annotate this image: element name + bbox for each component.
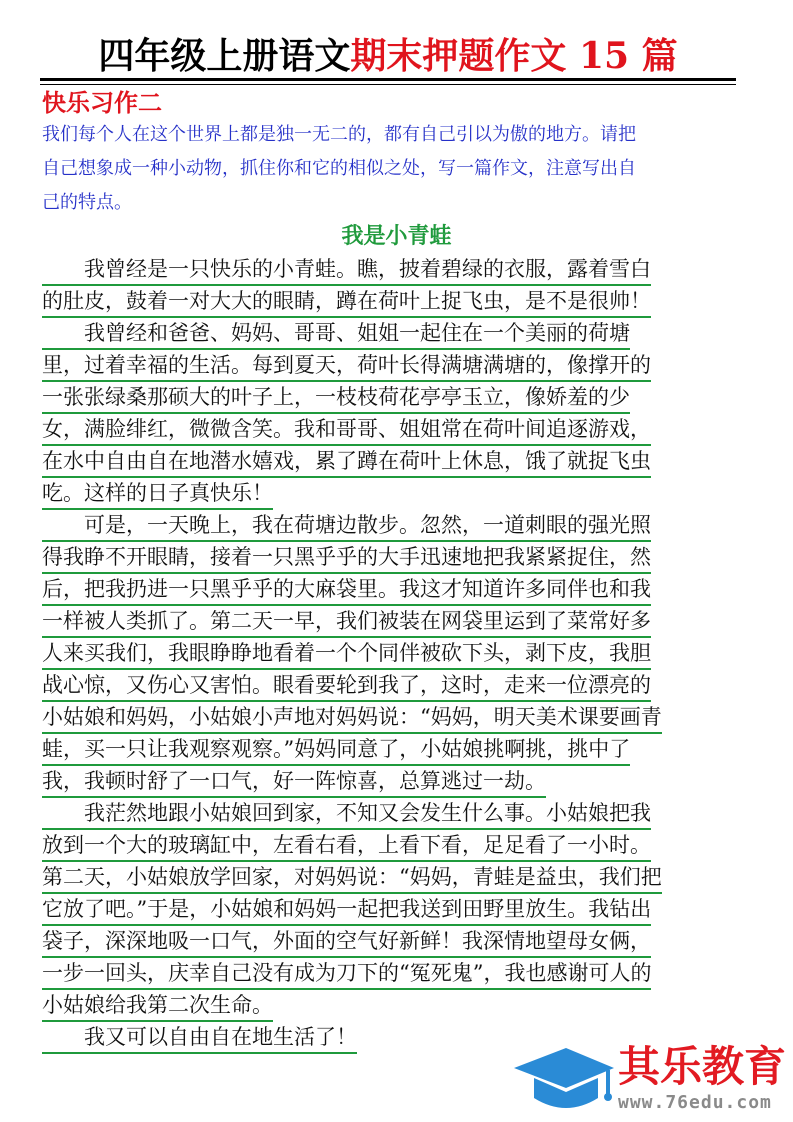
essay-line: 小姑娘给我第二次生命。	[42, 990, 273, 1022]
essay-line: 我茫然地跟小姑娘回到家，不知又会发生什么事。小姑娘把我	[42, 798, 651, 830]
essay-line: 后，把我扔进一只黑乎乎的大麻袋里。我这才知道许多同伴也和我	[42, 574, 651, 606]
header-title-black: 四年级上册语文	[98, 35, 351, 77]
essay-line: 得我睁不开眼睛，接着一只黑乎乎的大手迅速地把我紧紧捉住，然	[42, 542, 651, 574]
prompt-line: 自己想象成一种小动物，抓住你和它的相似之处，写一篇作文，注意写出自	[42, 158, 636, 179]
essay-line: 一样被人类抓了。第二天一早，我们被装在网袋里运到了菜常好多	[42, 606, 651, 638]
essay-line: 一步一回头，庆幸自己没有成为刀下的“冤死鬼”，我也感谢可人的	[42, 958, 651, 990]
essay-line: 可是，一天晚上，我在荷塘边散步。忽然，一道刺眼的强光照	[42, 510, 651, 542]
essay-line: 我曾经是一只快乐的小青蛙。瞧，披着碧绿的衣服，露着雪白	[42, 254, 651, 286]
essay-line: 放到一个大的玻璃缸中，左看右看，上看下看，足足看了一小时。	[42, 830, 651, 862]
essay-line: 蛙，买一只让我观察观察。”妈妈同意了，小姑娘挑啊挑，挑中了	[42, 734, 630, 766]
essay-line: 人来买我们，我眼睁睁地看着一个个同伴被砍下头，剥下皮，我胆	[42, 638, 651, 670]
essay-line: 我又可以自由自在地生活了！	[42, 1022, 357, 1054]
essay-line: 战心惊，又伤心又害怕。眼看要轮到我了，这时，走来一位漂亮的	[42, 670, 651, 702]
page-header	[40, 34, 736, 78]
watermark-logo	[510, 1042, 788, 1114]
prompt-line: 我们每个人在这个世界上都是独一无二的，都有自己引以为傲的地方。请把	[42, 124, 636, 145]
essay-line: 它放了吧。”于是，小姑娘和妈妈一起把我送到田野里放生。我钻出	[42, 894, 651, 926]
section-title: 快乐习作二	[42, 88, 162, 117]
essay-line: 一张张绿桑那硕大的叶子上，一枝枝荷花亭亭玉立，像娇羞的少	[42, 382, 630, 414]
essay-line: 吃。这样的日子真快乐！	[42, 478, 273, 510]
header-rule-thin	[40, 84, 736, 85]
watermark-url: www.76edu.com	[618, 1092, 772, 1113]
essay-line: 我曾经和爸爸、妈妈、哥哥、姐姐一起住在一个美丽的荷塘	[42, 318, 630, 350]
header-title-red: 期末押题作文 15 篇	[350, 35, 678, 77]
essay-title: 我是小青蛙	[341, 223, 452, 249]
essay-line: 的肚皮，鼓着一对大大的眼睛，蹲在荷叶上捉飞虫，是不是很帅！	[42, 286, 651, 318]
watermark-name: 其乐教育	[618, 1042, 787, 1091]
graduation-cap-icon	[510, 1042, 614, 1114]
essay-line: 女，满脸绯红，微微含笑。我和哥哥、姐姐常在荷叶间追逐游戏，	[42, 414, 651, 446]
essay-line: 袋子，深深地吸一口气，外面的空气好新鲜！我深情地望母女俩，	[42, 926, 651, 958]
essay-line: 我，我顿时舒了一口气，好一阵惊喜，总算逃过一劫。	[42, 766, 546, 798]
essay-line: 第二天，小姑娘放学回家，对妈妈说：“妈妈，青蛙是益虫，我们把	[42, 862, 662, 894]
essay-line: 里，过着幸福的生活。每到夏天，荷叶长得满塘满塘的，像撑开的	[42, 350, 651, 382]
essay-line: 小姑娘和妈妈，小姑娘小声地对妈妈说：“妈妈，明天美术课要画青	[42, 702, 662, 734]
header-rule-thick	[40, 78, 736, 81]
prompt-line: 己的特点。	[42, 192, 132, 213]
essay-line: 在水中自由自在地潜水嬉戏，累了蹲在荷叶上休息，饿了就捉飞虫	[42, 446, 651, 478]
